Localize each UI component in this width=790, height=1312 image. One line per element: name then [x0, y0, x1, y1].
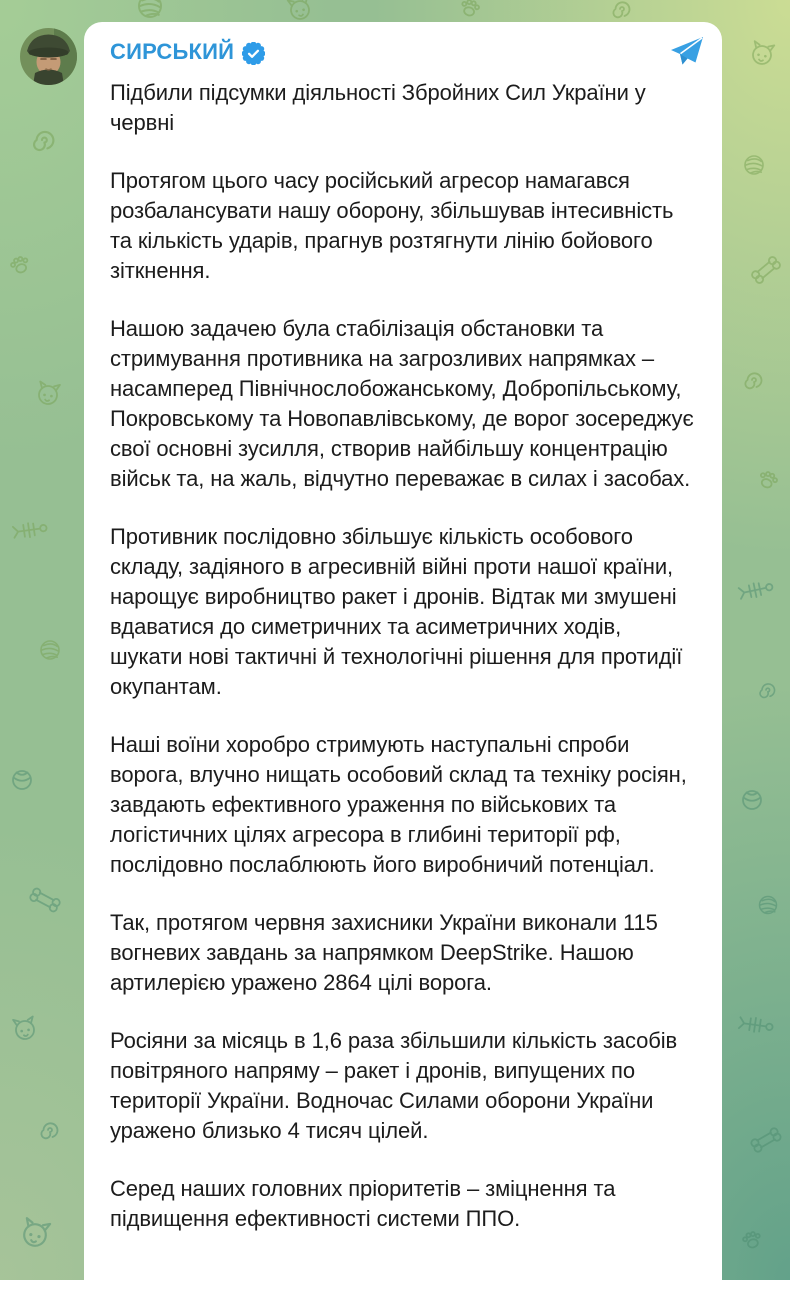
post-paragraph: Так, протягом червня захисники України виконали 115 вогневих завдань за напрямком DeepStrike. Нашою артилерією уражено 2864 цілі ворога.	[110, 910, 658, 995]
post-paragraph: Серед наших головних пріоритетів – зміцнення та підвищення ефективності системи ППО.	[110, 1176, 616, 1231]
message-header	[110, 38, 696, 66]
post-paragraph: Підбили підсумки діяльності Збройних Сил України у червні	[110, 80, 646, 135]
post-paragraph: Протягом цього часу російський агресор намагався розбалансувати нашу оборону, збільшував інтесивність та кількість ударів, прагнув розтягнути лінію бойового зіткнення.	[110, 168, 674, 283]
message-bubble	[84, 22, 722, 1312]
message-text	[110, 78, 696, 1234]
verified-badge-icon	[242, 42, 265, 65]
post-paragraph: Противник послідовно збільшує кількість особового складу, задіяного в агресивній війні проти нашої країни, нарощує виробництво ракет і дронів. Відтак ми змушені вдаватися до симетричних та асиметричних ходів, шукати нові тактичні й технологічні рішення для протидії окупантам.	[110, 524, 683, 699]
channel-avatar-photo-icon	[20, 28, 77, 85]
post-paragraph: Нашою задачею була стабілізація обстановки та стримування противника на загрозливих напрямках – насамперед Північнослобожанському, Добропільському, Покровському та Новопавлівському, де ворог зосереджує свої основні зусилля, створив найбільшу концентрацію військ та, на жаль, відчутно переважає в силах і засобах.	[110, 316, 694, 491]
post-paragraph: Росіяни за місяць в 1,6 раза збільшили кількість засобів повітряного напряму – ракет і дронів, випущених по території України. Водночас Силами оборони України уражено близько 4 тисяч цілей.	[110, 1028, 678, 1143]
telegram-plane-icon[interactable]	[668, 35, 705, 68]
channel-name[interactable]: СИРСЬКИЙ	[110, 39, 235, 64]
avatar[interactable]	[20, 28, 77, 85]
post-paragraph: Наші воїни хоробро стримують наступальні спроби ворога, влучно нищать особовий склад та техніку росіян, завдають ефективного ураження по військових та логістичних цілях агресора в глибині території рф, послідовно послаблюють його виробничий потенціал.	[110, 732, 687, 877]
